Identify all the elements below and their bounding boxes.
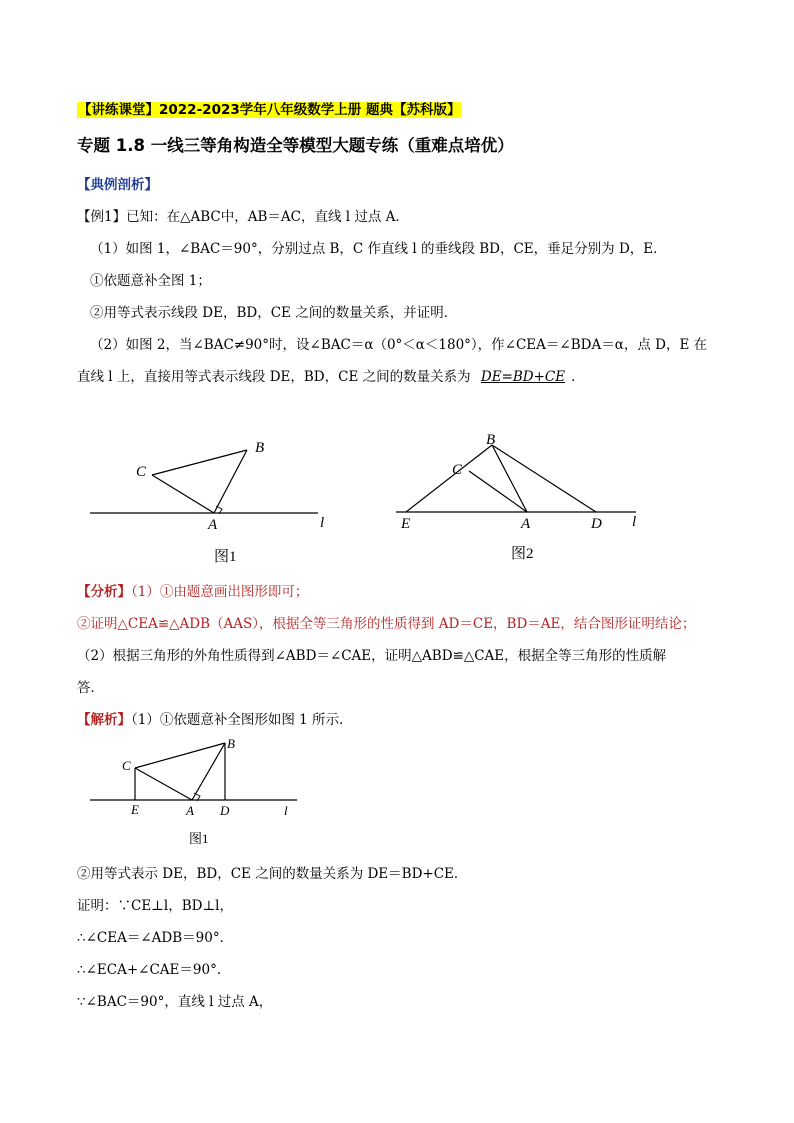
part2-end: ． [571,369,585,385]
fig3-label-l: l [284,803,288,818]
solution-tag: 【解析】 [77,712,131,728]
analysis-tag: 【分析】 [77,584,131,600]
fig1-segment-BA [214,450,247,513]
fig1-label-C: C [136,464,147,480]
fig2-label-A: A [521,516,531,532]
example-tag: 【例1】 [77,209,127,225]
fig3-label-B: B [227,736,235,751]
fig1-label-l: l [320,515,325,531]
fig2-segment-BD [492,445,596,512]
fig1-label-B: B [255,440,265,456]
solution-text-1: （1）①依题意补全图形如图 1 所示． [131,712,353,728]
fig3-caption: 图1 [189,831,209,846]
proof-line-1: 证明：∵CE⊥l，BD⊥l， [77,898,233,914]
part2-answer: DE=BD+CE [480,369,566,385]
example-intro-text: 已知：在△ABC中，AB＝AC，直线 l 过点 A． [126,209,409,225]
analysis-text-1: （1）①由题意画出图形即可； [131,584,309,600]
problem-part2-line1: （2）如图 2，当∠BAC≠90°时，设∠BAC＝α（0°＜α＜180°），作∠CEA＝∠BDA＝α，点 D，E 在 [90,337,708,353]
proof-line-3: ∴∠ECA+∠CAE＝90°． [77,962,231,978]
analysis-line-1 [77,582,308,602]
proof-line-4: ∵∠BAC＝90°，直线 l 过点 A， [77,994,273,1010]
fig2-caption: 图2 [511,546,534,562]
fig1-segment-CA [152,475,214,513]
fig2-label-D: D [591,516,602,532]
solution-line-1 [77,710,353,730]
banner-line [77,100,461,120]
analysis-line-3: （2）根据三角形的外角性质得到∠ABD＝∠CAE，证明△ABD≌△CAE，根据全等三角形的性质解 [77,648,667,664]
fig3-segment-CB [135,743,225,768]
fig2-segment-BA [492,445,527,512]
fig3-label-E: E [131,802,139,817]
fig2-label-E: E [401,516,411,532]
fig3-label-D: D [220,803,230,818]
problem-intro [77,207,409,227]
fig2-label-C: C [452,462,463,478]
figure-1 [80,428,340,573]
page-title: 专题 1.8 一线三等角构造全等模型大题专练（重难点培优） [77,136,514,155]
fig3-segment-BA [192,743,225,800]
problem-part1: （1）如图 1，∠BAC＝90°，分别过点 B，C 作直线 l 的垂线段 BD，CE，垂足分别为 D，E． [90,241,667,257]
fig2-label-B: B [486,432,496,448]
solution-line-2: ②用等式表示 DE，BD，CE 之间的数量关系为 DE＝BD+CE． [77,866,468,882]
part2-line2-text: 直线 l 上，直接用等式表示线段 DE，BD，CE 之间的数量关系为 [77,369,471,385]
proof-line-2: ∴∠CEA＝∠ADB＝90°． [77,930,234,946]
fig3-segment-CA [135,768,192,800]
analysis-line-4: 答． [77,680,104,696]
figure-2 [390,425,660,570]
fig3-label-A: A [186,803,194,818]
fig1-caption: 图1 [214,549,237,565]
fig2-label-l: l [632,514,637,530]
fig1-segment-CB [152,450,247,475]
fig1-label-A: A [208,517,218,533]
problem-q1: ①依题意补全图 1； [90,273,211,289]
banner-highlight: 【讲练课堂】2022-2023学年八年级数学上册 题典【苏科版】 [78,102,461,118]
fig3-label-C: C [122,758,131,773]
section-heading: 【典例剖析】 [77,177,158,193]
figure-3 [85,735,300,850]
analysis-line-2: ②证明△CEA≌△ADB（AAS），根据全等三角形的性质得到 AD＝CE，BD＝AE，结合图形证明结论； [77,616,696,632]
problem-part2-line2 [77,367,585,387]
problem-q2: ②用等式表示线段 DE，BD，CE 之间的数量关系，并证明． [90,305,458,321]
fig2-segment-CA [469,471,527,512]
